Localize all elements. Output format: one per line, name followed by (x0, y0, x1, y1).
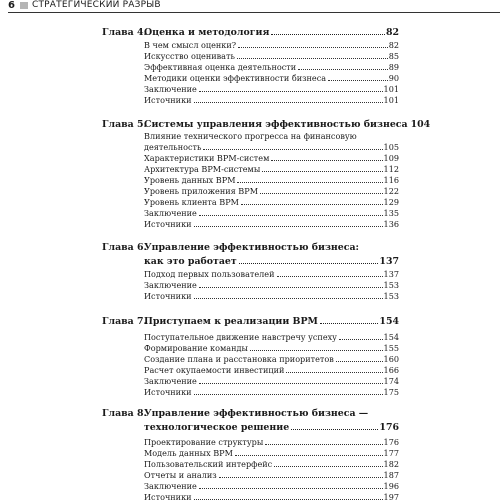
entry-page: 175 (383, 387, 399, 397)
toc-entry (144, 269, 399, 280)
dot-leader (194, 394, 383, 395)
toc-entry (144, 208, 399, 219)
entry-page: 153 (383, 280, 399, 290)
dot-leader (320, 323, 379, 324)
dot-leader (199, 215, 383, 216)
dot-leader (194, 226, 383, 227)
entry-title: Искусство оценивать (144, 51, 235, 61)
chapter-title-line (144, 315, 399, 329)
toc-entry (144, 51, 399, 62)
entry-title: Характеристики BPM-систем (144, 153, 270, 163)
toc-entry (144, 219, 399, 230)
entry-title: Модель данных BPM (144, 448, 233, 458)
dot-leader (271, 160, 382, 161)
chapter-title: Оценка и методология (144, 27, 270, 38)
entry-page: 187 (383, 470, 399, 480)
dot-leader (238, 47, 388, 48)
chapter-title-line2: как это работает (144, 256, 237, 267)
entry-page: 166 (383, 365, 399, 375)
entry-title: Создание плана и расстановка приоритетов (144, 354, 334, 364)
entry-page: 135 (383, 208, 399, 218)
entry-page: 112 (383, 164, 399, 174)
chapter-heading (102, 241, 399, 255)
toc-entry (144, 142, 399, 153)
dot-leader (194, 102, 383, 103)
chapter-title-line (144, 26, 399, 40)
dot-leader (250, 350, 383, 351)
entry-title: Заключение (144, 84, 197, 94)
toc-entry (144, 332, 399, 343)
entry-title: Уровень приложения BPM (144, 186, 258, 196)
entry-page: 174 (383, 376, 399, 386)
toc-entry (144, 387, 399, 398)
toc-entry (144, 448, 399, 459)
dot-leader (194, 298, 383, 299)
toc-chapter-5 (102, 118, 431, 229)
entry-page: 155 (383, 343, 399, 353)
entry-page: 105 (383, 142, 399, 152)
chapter-title-line1: Управление эффективностью бизнеса: (144, 242, 359, 253)
entry-page: 176 (383, 437, 399, 447)
chapter-heading-line2 (102, 421, 399, 435)
entry-page: 109 (383, 153, 399, 163)
toc-entry (144, 84, 399, 95)
dot-leader (199, 488, 383, 489)
toc-entry (144, 437, 399, 448)
toc-entry (144, 40, 399, 51)
toc-entry (144, 62, 399, 73)
page-number: 6 (8, 0, 15, 11)
dot-leader (286, 372, 382, 373)
page-header (0, 0, 500, 12)
toc-entry (144, 73, 399, 84)
entry-title: Уровень клиента BPM (144, 197, 239, 207)
dot-leader (336, 361, 383, 362)
section-list (144, 131, 399, 230)
toc-entry (144, 175, 399, 186)
toc-entry (144, 197, 399, 208)
dot-leader (199, 383, 383, 384)
toc-chapter-7 (102, 315, 399, 397)
dot-leader (199, 287, 383, 288)
dot-leader (237, 58, 388, 59)
entry-title: Заключение (144, 208, 197, 218)
toc-entry (144, 481, 399, 492)
entry-page: 85 (388, 51, 399, 61)
dot-leader (262, 171, 382, 172)
chapter-page: 137 (379, 256, 399, 267)
chapter-label: Глава 6. (102, 242, 147, 253)
chapter-title-line2: технологическое решение (144, 422, 290, 433)
entry-title: Заключение (144, 376, 197, 386)
section-list (144, 332, 399, 398)
header-square-mark (20, 2, 28, 9)
toc-entry (144, 164, 399, 175)
toc-entry (144, 153, 399, 164)
section-list (144, 269, 399, 302)
toc-entry (144, 492, 399, 503)
toc-chapter-4 (102, 26, 399, 105)
chapter-title: Системы управления эффективностью бизнеса (144, 119, 408, 130)
entry-title: Проектирование структуры (144, 437, 264, 447)
toc-entry (144, 291, 399, 302)
entry-title: Поступательное движение навстречу успеху (144, 332, 337, 342)
toc-entry (144, 376, 399, 387)
chapter-label: Глава 5. (102, 119, 147, 130)
toc-chapter-8 (102, 407, 399, 502)
chapter-heading (102, 26, 399, 40)
entry-page: 116 (383, 175, 399, 185)
entry-title: Источники (144, 492, 192, 502)
entry-page: 160 (383, 354, 399, 364)
section-list (144, 437, 399, 503)
dot-leader (241, 204, 383, 205)
entry-title: Эффективная оценка деятельности (144, 62, 297, 72)
entry-page: 122 (383, 186, 399, 196)
entry-title: Заключение (144, 481, 197, 491)
entry-page: 182 (383, 459, 399, 469)
entry-page: 82 (388, 40, 399, 50)
entry-title: Заключение (144, 280, 197, 290)
toc-entry (144, 459, 399, 470)
chapter-label: Глава 7. (102, 316, 147, 327)
entry-page: 197 (383, 492, 399, 502)
chapter-title-line (144, 118, 431, 132)
entry-page: 101 (383, 95, 399, 105)
toc-chapter-6 (102, 241, 399, 301)
chapter-page: 154 (379, 316, 399, 327)
chapter-title: Приступаем к реализации BPM (144, 316, 318, 327)
chapter-label: Глава 8. (102, 408, 147, 419)
entry-page: 196 (383, 481, 399, 491)
dot-leader (339, 339, 383, 340)
dot-leader (260, 193, 383, 194)
entry-page: 177 (383, 448, 399, 458)
dot-leader (235, 455, 383, 456)
toc-entry (144, 343, 399, 354)
chapter-page: 104 (410, 119, 431, 130)
chapter-title-line (144, 421, 399, 435)
dot-leader (328, 80, 388, 81)
entry-title: Пользовательский интерфейс (144, 459, 273, 469)
entry-title: Источники (144, 95, 192, 105)
entry-title: Источники (144, 291, 192, 301)
dot-leader (291, 429, 378, 430)
chapter-heading-line2 (102, 255, 399, 269)
chapter-label: Глава 4. (102, 27, 147, 38)
entry-page: 129 (383, 197, 399, 207)
entry-title: Отчеты и анализ (144, 470, 217, 480)
toc-entry-first-line: Влияние технического прогресса на финансовую (144, 131, 357, 141)
chapter-heading (102, 407, 399, 421)
toc-entry (144, 280, 399, 291)
chapter-page: 82 (385, 27, 399, 38)
entry-title: Уровень данных BPM (144, 175, 236, 185)
chapter-title-line (144, 255, 399, 269)
entry-page: 154 (383, 332, 399, 342)
entry-title: Формирование команды (144, 343, 248, 353)
toc-entry (144, 354, 399, 365)
entry-title: Источники (144, 219, 192, 229)
dot-leader (277, 276, 383, 277)
dot-leader (239, 263, 379, 264)
entry-page: 89 (388, 62, 399, 72)
chapter-page: 176 (379, 422, 399, 433)
header-rule (8, 12, 500, 13)
chapter-heading (102, 118, 431, 132)
entry-page: 136 (383, 219, 399, 229)
dot-leader (271, 34, 385, 35)
entry-title: Источники (144, 387, 192, 397)
chapter-title-line1: Управление эффективностью бизнеса — (144, 408, 369, 419)
entry-title: деятельность (144, 142, 202, 152)
toc-entry (144, 95, 399, 106)
entry-title: Подход первых пользователей (144, 269, 275, 279)
dot-leader (274, 466, 382, 467)
dot-leader (237, 182, 382, 183)
toc-entry (144, 470, 399, 481)
toc-entry (144, 186, 399, 197)
dot-leader (265, 444, 382, 445)
entry-page: 153 (383, 291, 399, 301)
dot-leader (203, 149, 382, 150)
dot-leader (219, 477, 383, 478)
entry-title: Расчет окупаемости инвестиций (144, 365, 285, 375)
entry-title: Архитектура BPM-системы (144, 164, 261, 174)
entry-page: 90 (388, 73, 399, 83)
section-list (144, 40, 399, 106)
dot-leader (199, 91, 383, 92)
entry-title: В чем смысл оценки? (144, 40, 237, 50)
dot-leader (298, 69, 388, 70)
entry-title: Методики оценки эффективности бизнеса (144, 73, 327, 83)
running-title: СТРАТЕГИЧЕСКИЙ РАЗРЫВ (32, 0, 161, 10)
toc-entry (144, 365, 399, 376)
entry-page: 101 (383, 84, 399, 94)
chapter-heading (102, 315, 399, 329)
entry-page: 137 (383, 269, 399, 279)
